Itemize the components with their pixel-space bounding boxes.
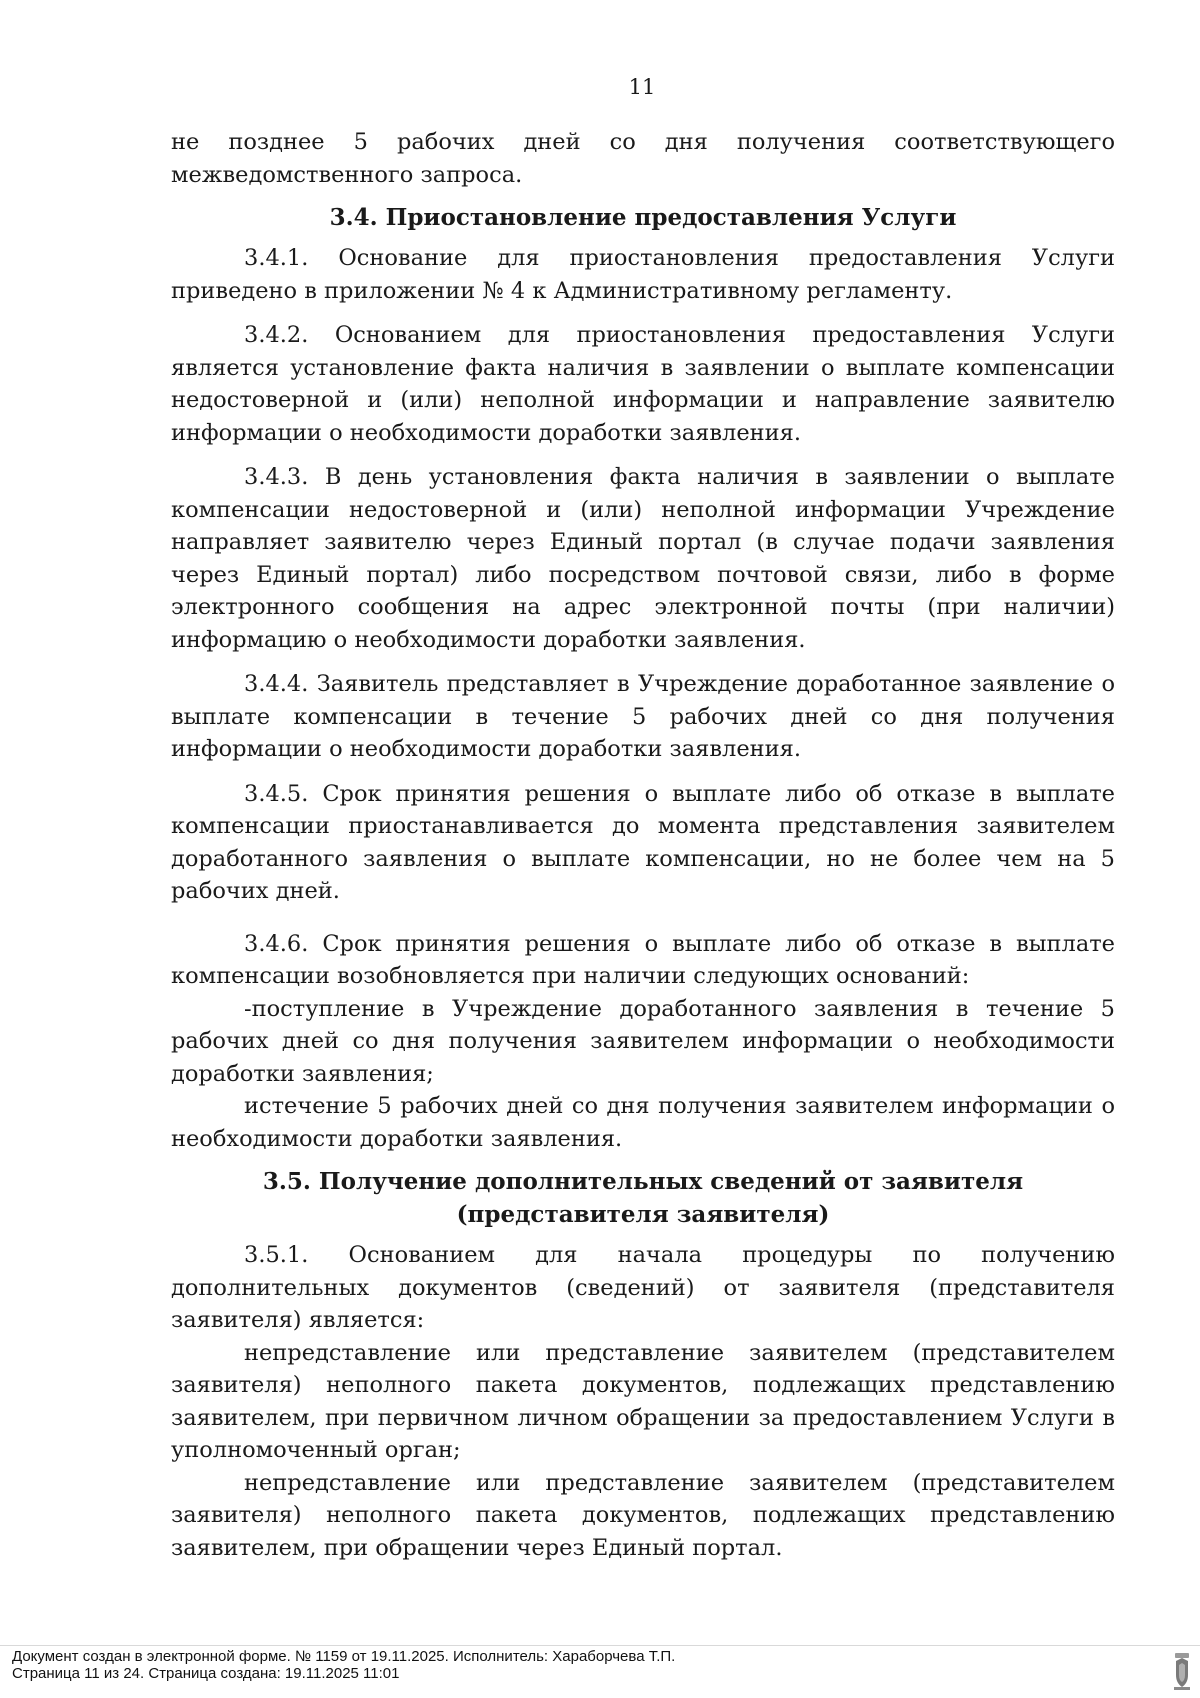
- section-heading: 3.5. Получение дополнительных сведений от заявителя (представителя заявителя): [262, 1168, 1024, 1228]
- paragraph: не позднее 5 рабочих дней со дня получения соответствующего межведомственного запроса.: [171, 129, 1115, 188]
- paragraph: непредставление или представление заявителем (представителем заявителя) неполного пакета документов, подлежащих представлению заявителем, при первичном личном обращении за предоставлением Услуги в уполномоченный орган;: [171, 1339, 1115, 1463]
- paragraph: 3.4.3. В день установления факта наличия в заявлении о выплате компенсации недостоверной и (или) неполной информации Учреждение направляет заявителю через Единый портал (в случае подачи заявления через Единый портал) либо посредством почтовой связи, либо в форме электронного сообщения на адрес электронной почты (при наличии) информацию о необходимости доработки заявления.: [171, 464, 1115, 653]
- footer-divider: [0, 1645, 1200, 1646]
- footer-line-page-info: Страница 11 из 24. Страница создана: 19.11.2025 11:01: [12, 1665, 400, 1682]
- coat-of-arms-icon: [1172, 1651, 1192, 1691]
- paragraph: 3.4.2. Основанием для приостановления предоставления Услуги является установление факта наличия в заявлении о выплате компенсации недостоверной и (или) неполной информации и направление заявителю информации о необходимости доработки заявления.: [171, 322, 1115, 446]
- footer-line-document-info: Документ создан в электронной форме. № 1159 от 19.11.2025. Исполнитель: Хараборчева Т.П.: [12, 1648, 676, 1665]
- paragraph: 3.5.1. Основанием для начала процедуры по получению дополнительных документов (сведений) от заявителя (представителя заявителя) является:: [171, 1242, 1115, 1333]
- paragraph: 3.4.1. Основание для приостановления предоставления Услуги приведено в приложении № 4 к Административному регламенту.: [171, 245, 1115, 304]
- paragraph: 3.4.6. Срок принятия решения о выплате либо об отказе в выплате компенсации возобновляется при наличии следующих оснований:: [171, 930, 1115, 989]
- document-footer: [12, 1648, 675, 1682]
- paragraph: непредставление или представление заявителем (представителем заявителя) неполного пакета документов, подлежащих представлению заявителем, при обращении через Единый портал.: [171, 1469, 1115, 1561]
- page-number: 11: [628, 75, 656, 99]
- paragraph: -поступление в Учреждение доработанного заявления в течение 5 рабочих дней со дня получения заявителем информации о необходимости доработки заявления;: [171, 995, 1115, 1087]
- section-heading: 3.4. Приостановление предоставления Услуги: [329, 204, 957, 231]
- paragraph: 3.4.4. Заявитель представляет в Учреждение доработанное заявление о выплате компенсации в течение 5 рабочих дней со дня получения информации о необходимости доработки заявления.: [171, 671, 1115, 762]
- paragraph: истечение 5 рабочих дней со дня получения заявителем информации о необходимости доработки заявления.: [171, 1093, 1115, 1152]
- paragraph: 3.4.5. Срок принятия решения о выплате либо об отказе в выплате компенсации приостанавливается до момента представления заявителем доработанного заявления о выплате компенсации, но не более чем на 5 рабочих дней.: [171, 780, 1115, 904]
- document-body: [171, 126, 1115, 1564]
